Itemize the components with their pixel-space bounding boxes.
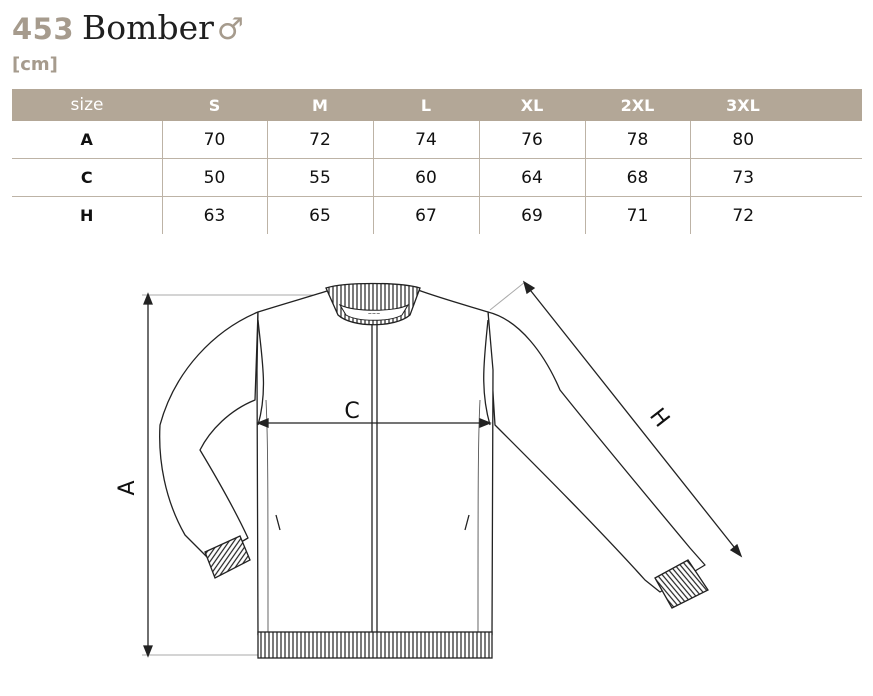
table-cell: 80 — [690, 121, 796, 159]
table-row — [12, 121, 862, 159]
table-cell: 65 — [267, 197, 373, 235]
label-c: C — [344, 399, 360, 424]
product-title — [12, 8, 244, 48]
table-cell: 78 — [585, 121, 690, 159]
table-row — [12, 159, 862, 197]
table-cell: 70 — [162, 121, 267, 159]
table-cell: 67 — [373, 197, 479, 235]
row-spacer — [796, 197, 862, 235]
column-header: XL — [479, 89, 585, 121]
column-header: 3XL — [690, 89, 796, 121]
table-cell: 64 — [479, 159, 585, 197]
label-a: A — [115, 480, 140, 496]
product-name: Bomber — [82, 8, 214, 47]
bomber-jacket-diagram — [0, 260, 873, 690]
product-code: 453 — [12, 12, 75, 46]
jacket-outline — [160, 290, 705, 635]
row-label: H — [80, 206, 94, 225]
table-cell: 69 — [479, 197, 585, 235]
header-spacer — [796, 89, 862, 121]
male-symbol-icon: ♂ — [216, 12, 244, 47]
unit-label: [cm] — [12, 54, 58, 75]
column-header: L — [373, 89, 479, 121]
size-table — [12, 89, 862, 234]
table-cell: 68 — [585, 159, 690, 197]
column-header: 2XL — [585, 89, 690, 121]
table-cell: 71 — [585, 197, 690, 235]
dimension-a — [144, 294, 152, 656]
column-header: S — [162, 89, 267, 121]
row-spacer — [796, 121, 862, 159]
label-h: H — [644, 403, 675, 433]
table-cell: 63 — [162, 197, 267, 235]
table-cell: 72 — [267, 121, 373, 159]
table-cell: 76 — [479, 121, 585, 159]
table-cell: 74 — [373, 121, 479, 159]
row-spacer — [796, 159, 862, 197]
table-cell: 73 — [690, 159, 796, 197]
table-cell: 72 — [690, 197, 796, 235]
table-cell: 60 — [373, 159, 479, 197]
column-header: size — [12, 89, 162, 121]
size-header-row — [12, 89, 862, 121]
table-row — [12, 197, 862, 235]
table-cell: 55 — [267, 159, 373, 197]
column-header: M — [267, 89, 373, 121]
table-cell: 50 — [162, 159, 267, 197]
row-label: A — [12, 121, 162, 159]
row-label: C — [12, 159, 162, 197]
hem-rib — [258, 632, 492, 658]
brand-label: ~~~ — [367, 311, 381, 317]
